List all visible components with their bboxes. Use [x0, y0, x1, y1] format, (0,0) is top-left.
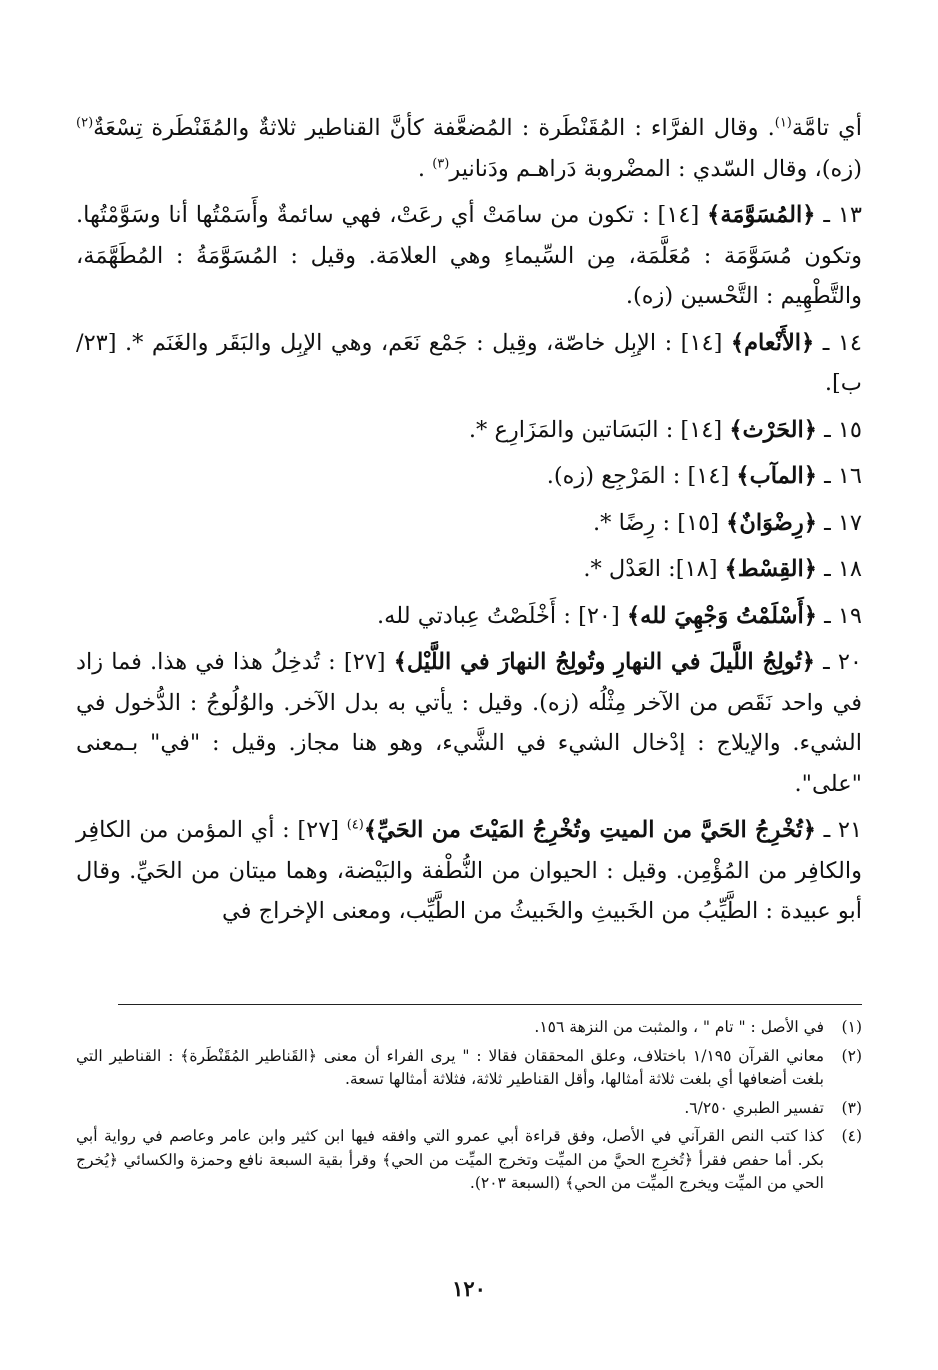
- footnote-marker-1[interactable]: (١): [774, 115, 792, 131]
- verse-ref: [١٤]: [657, 202, 700, 228]
- entry-text: : رِضًا *.: [593, 509, 678, 536]
- footnote-number: (٣): [841, 1098, 862, 1117]
- intro-text-b: . وقال الفرَّاء : المُقَنْطَرة : المُضعَّفة كأنَّ القناطير ثلاثةٌ والمُقَنْطَرة تِسْعَةٌ: [93, 115, 775, 141]
- entry-term: ﴿القِسْط﴾: [724, 556, 817, 582]
- footnote-text: كذا كتب النص القرآني في الأصل، وفق قراءة أبي عمرو التي وافقه فيها ابن كثير وابن عامر وعاصم في رواية أبي بكر. أما حفص فقرأ ﴿تُخرِج الحيَّ من الميِّت وتخرج الميِّت من الحي﴾ وقرأ بقية السبعة نافع وحمزة والكسائي ﴿يُخرج الحي من الميِّت ويخرج الميِّت من الحي﴾ (السبعة ٢٠٣).: [76, 1127, 824, 1192]
- footnote-number: (٢): [841, 1046, 862, 1065]
- footnote-2: [76, 1045, 862, 1092]
- verse-ref: [١٤]: [680, 329, 723, 356]
- entry-number: ١٧ ـ: [824, 509, 862, 536]
- footnotes: [76, 1016, 862, 1201]
- entry-13: [76, 195, 862, 317]
- entry-term: ﴿الأَنْعام﴾: [730, 329, 815, 356]
- entry-17: [76, 503, 862, 544]
- entry-19: [76, 596, 862, 637]
- footnote-divider: [118, 1004, 862, 1005]
- entry-number: ٢١ ـ: [823, 817, 863, 843]
- entry-15: [76, 410, 862, 451]
- footnote-text: معاني القرآن ١/١٩٥ باختلاف، وعلق المحققان فقالا : " يرى الفراء أن معنى ﴿القَناطير المُقَنْطَرة﴾ : القناطير التي بلغت أضعافها أي بلغت ثلاثة أمثالها، وأقل القناطير ثلاثة، فثلاثة أمثالها تسعة.: [76, 1046, 825, 1088]
- intro-paragraph: [76, 108, 862, 189]
- footnote-number: (٤): [841, 1127, 862, 1145]
- intro-text-d: .: [417, 155, 433, 182]
- entry-term: ﴿أَسْلَمْتُ وَجْهِيَ لله﴾: [626, 602, 817, 629]
- verse-ref: [٢٧]: [297, 817, 340, 843]
- verse-ref: [١٨]: [675, 556, 718, 582]
- footnote-3: [76, 1097, 862, 1121]
- entry-text: : أي المؤمن من الكافِر والكافِر من المُؤْمِن. وقيل : الحيوان من النُّطْفة والبَيْضة، وهما ميتان من الحَيِّ. وقال أبو عبيدة : الطَّيِّبُ من الخَبيثِ والخَبيثُ من الطَّيِّب، ومعنى الإخراج في: [76, 817, 862, 924]
- footnote-marker-4[interactable]: (٤): [346, 817, 364, 833]
- entry-21: [76, 810, 862, 932]
- entry-term: ﴿المآب﴾: [736, 463, 817, 489]
- entry-term: ﴿تُولِجُ اللَّيلَ في النهارِ وتُولِجُ النهارَ في اللَّيْل﴾: [393, 649, 815, 675]
- entry-number: ٢٠ ـ: [823, 649, 862, 675]
- page-number: ١٢٠: [452, 1276, 486, 1301]
- entry-term: ﴿رِضْوَانٌ﴾: [726, 509, 817, 536]
- footnote-text: في الأصل : " تام " ، والمثبت من النزهة ١٥٦.: [534, 1018, 824, 1036]
- entry-term: ﴿الحَرْث﴾: [729, 416, 817, 443]
- entry-term: ﴿المُسَوَّمَة﴾: [707, 202, 816, 228]
- entry-text: : تُدخِلُ هذا في هذا. فما زاد في واحد نَقَص من الآخر مِثْلُه (زه). وقيل : يأتي به بدل الآخر. والوُلُوجُ : الدُّخول في الشيء. والإيلاج : إدْخال الشيء في الشَّيء، وهو هنا مجاز. وقيل : "في" بـمعنى "على".: [76, 649, 862, 797]
- entry-14: [76, 323, 862, 404]
- entry-18: [76, 549, 862, 590]
- footnote-marker-2[interactable]: (٢): [76, 115, 94, 131]
- intro-text-a: أي تامَّة: [791, 115, 863, 141]
- footnote-text: تفسير الطبري ٦/٢٥٠.: [684, 1098, 824, 1117]
- footnote-1: [76, 1016, 862, 1040]
- verse-ref: [١٤]: [687, 463, 730, 489]
- verse-ref: [١٤]: [680, 416, 723, 443]
- entry-number: ١٥ ـ: [824, 416, 862, 443]
- main-text: [76, 108, 862, 938]
- entry-16: [76, 456, 862, 497]
- entry-text: : البَسَاتين والمَزَارِع *.: [468, 416, 681, 443]
- verse-ref: [٢٠]: [578, 602, 620, 629]
- verse-ref: [٢٧]: [343, 649, 386, 675]
- verse-ref: [١٥]: [677, 509, 720, 536]
- entry-text: : تكون من سامَتْ أي رعَتْ، فهي سائمةٌ وأَسَمْتُها أنا وسَوَّمْتُها. وتكون مُسَوَّمَة : مُعَلَّمَة، مِن السِّيماءِ وهي العلامَة. وقيل : المُسَوَّمَةُ : المُطَهَّمَة، والتَّطْهِيم : التَّحْسين (زه).: [76, 202, 862, 309]
- footnote-number: (١): [841, 1018, 862, 1036]
- entry-term: ﴿تُخْرِجُ الحَيَّ من الميتِ وتُخْرِجُ المَيْتَ من الحَيِّ﴾: [363, 817, 816, 843]
- entry-number: ١٦ ـ: [824, 463, 862, 489]
- entry-text: : الإبِل خاصّة، وقِيل : جَمْع نَعَم، وهي الإبِل والبَقَر والغَنَم *. [٢٣/ب].: [76, 329, 862, 396]
- entry-text: : أَخْلَصْتُ عِبادتي لله.: [377, 602, 579, 629]
- entry-number: ١٣ ـ: [823, 202, 862, 228]
- entry-number: ١٩ ـ: [824, 602, 862, 629]
- entry-number: ١٨ ـ: [824, 556, 862, 582]
- footnote-marker-3[interactable]: (٣): [432, 156, 450, 171]
- entry-number: ١٤ ـ: [822, 329, 862, 356]
- footnote-4: [76, 1125, 862, 1196]
- entry-text: : العَدْل *.: [583, 556, 676, 582]
- entry-20: [76, 642, 862, 804]
- intro-text-c: (زه)، وقال السّدي : المضْروبة دَراهـم ودَنانير: [449, 155, 862, 182]
- entry-text: : المَرْجِع (زه).: [546, 463, 688, 489]
